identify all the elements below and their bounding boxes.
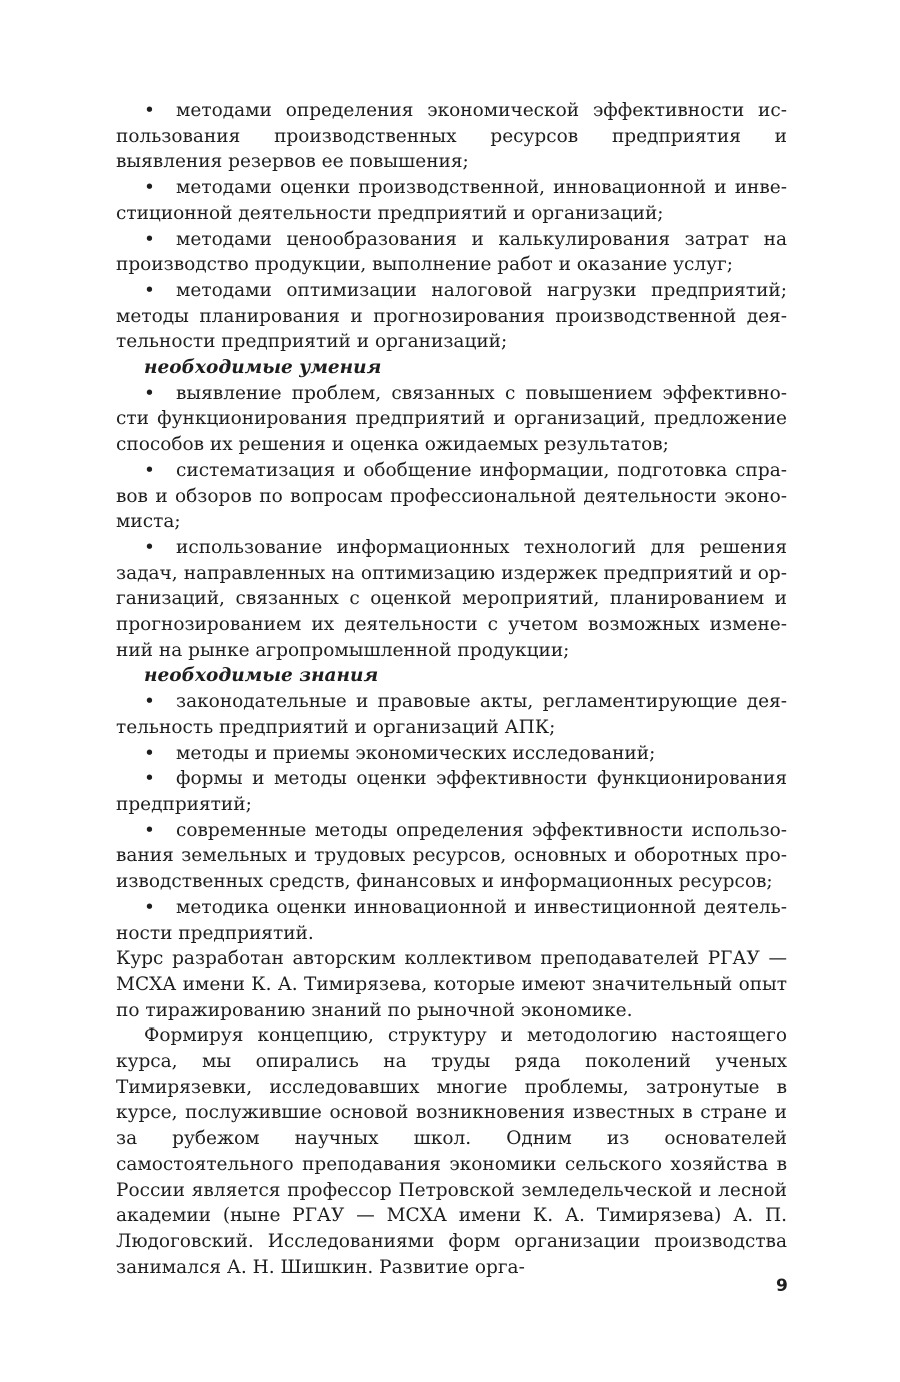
bullet-item (116, 895, 787, 946)
bullet-dot: • (144, 896, 155, 918)
bullet-text: методами оптимизации налоговой нагрузки предприятий; методы планирования и прогнозирования производственной деятельности предприятий и организаций; (116, 279, 787, 353)
bullet-item (116, 98, 787, 175)
page-number: 9 (776, 1276, 788, 1296)
bullet-item (116, 278, 787, 355)
bullet-item (116, 818, 787, 895)
bullet-item (116, 741, 787, 767)
bullet-dot: • (144, 100, 155, 121)
section-heading-skills: необходимые умения (144, 357, 382, 379)
bullet-text: выявление проблем, связанных с повышением эффективности функционирования предприятий и организаций, предложение способов их решения и оценка ожидаемых результатов; (116, 382, 787, 456)
bullet-dot: • (144, 279, 155, 301)
bullet-dot: • (144, 459, 155, 481)
bullet-text: методами определения экономической эффективности использования производственных ресурсов предприятия и выявления резервов ее повышения; (116, 100, 787, 173)
bullet-text: законодательные и правовые акты, регламентирующие деятельность предприятий и организаций АПК; (116, 691, 787, 738)
bullet-dot: • (144, 228, 155, 250)
bullet-dot: • (144, 691, 155, 713)
bullet-item (116, 175, 787, 226)
bullet-dot: • (144, 536, 155, 558)
bullet-text: методика оценки инновационной и инвестиционной деятельности предприятий. (116, 896, 787, 944)
bullet-item (116, 381, 787, 458)
bullet-text: систематизация и обобщение информации, подготовка справов и обзоров по вопросам профессиональной деятельности экономиста; (116, 459, 787, 533)
bullet-item (116, 458, 787, 535)
bullet-text: использование информационных технологий для решения задач, направленных на оптимизацию издержек предприятий и организаций, связанных с оценкой мероприятий, планированием и прогнозированием их деятельности с учетом возможных изменений на рынке агропромышленной продукции; (116, 536, 787, 661)
bullet-text: методами оценки производственной, инновационной и инвестиционной деятельности предприятий и организаций; (116, 177, 787, 224)
paragraph-methodology: Формируя концепцию, структуру и методологию настоящего курса, мы опирались на труды ряда поколений ученых Тимирязевки, исследовавших многие проблемы, затронутые в курсе, послужившие основой возникновения известных в стране и за рубежом научных школ. Одним из основателей самостоятельного преподавания экономики сельского хозяйства в России является профессор Петровской земледельческой и лесной академии (ныне РГАУ — МСХА имени К. А. Тимирязева) А. П. Людоговский. Исследованиями форм организации производства занимался А. Н. Шишкин. Развитие орга- (116, 1025, 787, 1278)
bullet-dot: • (144, 177, 155, 199)
bullet-dot: • (144, 382, 155, 404)
bullet-item (116, 689, 787, 740)
bullet-text: методы и приемы экономических исследований; (176, 742, 656, 764)
bullet-text: методами ценообразования и калькулирования затрат на производство продукции, выполнение работ и оказание услуг; (116, 228, 787, 276)
bullet-text: формы и методы оценки эффективности функционирования предприятий; (116, 768, 787, 815)
bullet-item (116, 535, 787, 664)
paragraph-course-authors: Курс разработан авторским коллективом преподавателей РГАУ — МСХА имени К. А. Тимирязева, которые имеют значительный опыт по тиражированию знаний по рыночной экономике. (116, 948, 787, 1021)
bullet-dot: • (144, 742, 155, 764)
bullet-item (116, 766, 787, 817)
bullet-item (116, 227, 787, 278)
bullet-dot: • (144, 768, 155, 790)
bullet-text: современные методы определения эффективности использования земельных и трудовых ресурсов, основных и оборотных производственных средств, финансовых и информационных ресурсов; (116, 819, 787, 893)
section-heading-knowledge: необходимые знания (144, 665, 379, 687)
page-body (116, 98, 787, 1280)
bullet-dot: • (144, 819, 155, 841)
